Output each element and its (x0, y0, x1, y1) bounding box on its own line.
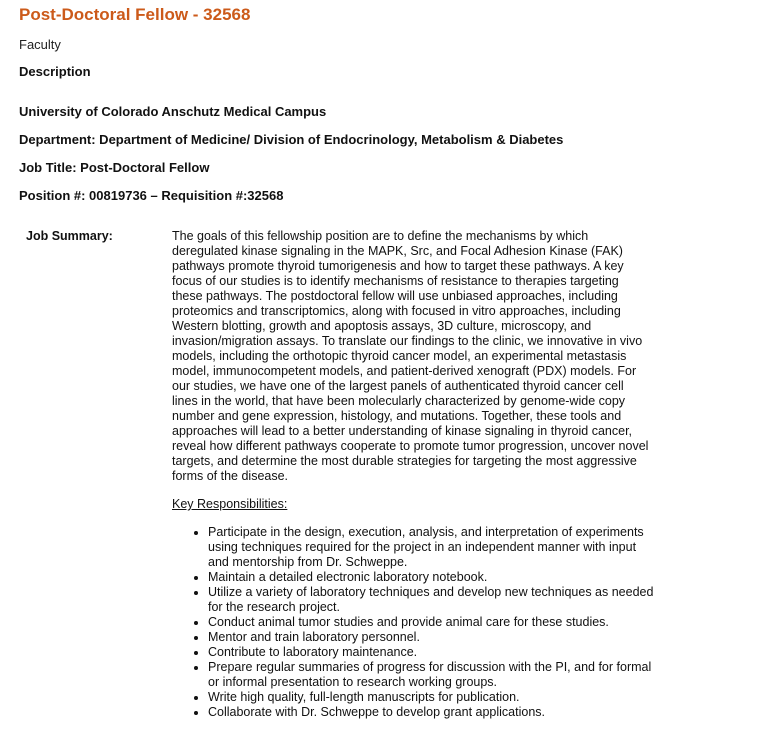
list-item: • Collaborate with Dr. Schweppe to develop grant applications. (208, 705, 660, 720)
job-summary-label: Job Summary: (26, 229, 113, 243)
description-heading: Description (19, 64, 91, 79)
list-item: • Contribute to laboratory maintenance. (208, 645, 660, 660)
key-responsibilities-heading: Key Responsibilities: (172, 497, 288, 511)
job-summary-text: The goals of this fellowship position are to define the mechanisms by which deregulated kinase signaling in the MAPK, Src, and Focal Adhesion Kinase (FAK) pathways promote thyroid tumorigenesis and how to target these pathways. A key focus of our studies is to identify mechanisms of resistance to therapies targeting these pathways. The postdoctoral fellow will use unbiased approaches, including proteomics and transcriptomics, along with focused in vitro approaches, including Western blotting, growth and apoptosis assays, 3D culture, microscopy, and invasion/migration assays. To translate our findings to the clinic, we innovative in vivo models, including the orthotopic thyroid cancer model, an experimental metastasis model, immunocompetent models, and patient-derived xenograft (PDX) models. For our studies, we have one of the largest panels of authenticated thyroid cancer cell lines in the world, that have been molecularly characterized by genome-wide copy number and gene expression, histology, and mutations. Together, these tools and approaches will lead to a better understanding of kinase signaling in thyroid cancer, reveal how different pathways cooperate to promote tumor progression, uncover novel targets, and determine the most durable strategies for targeting the most aggressive forms of the disease. (172, 229, 649, 483)
position-line: Position #: 00819736 – Requisition #:32568 (19, 188, 284, 203)
list-item: • Maintain a detailed electronic laboratory notebook. (208, 570, 660, 585)
job-category: Faculty (19, 37, 61, 52)
list-item: • Participate in the design, execution, analysis, and interpretation of experiments using techniques required for the project in an independent manner with input and mentorship from Dr. Schweppe. (208, 525, 660, 570)
list-item: • Mentor and train laboratory personnel. (208, 630, 660, 645)
institution-line: University of Colorado Anschutz Medical Campus (19, 104, 327, 119)
department-line: Department: Department of Medicine/ Division of Endocrinology, Metabolism & Diabetes (19, 132, 564, 147)
responsibilities-list (172, 525, 660, 720)
list-item: • Utilize a variety of laboratory techniques and develop new techniques as needed for the research project. (208, 585, 660, 615)
list-item: • Prepare regular summaries of progress for discussion with the PI, and for formal or informal presentation to research working groups. (208, 660, 660, 690)
job-title-line: Job Title: Post-Doctoral Fellow (19, 160, 210, 175)
page-title: Post-Doctoral Fellow - 32568 (19, 5, 251, 24)
list-item: • Conduct animal tumor studies and provide animal care for these studies. (208, 615, 660, 630)
list-item: • Write high quality, full-length manuscripts for publication. (208, 690, 660, 705)
